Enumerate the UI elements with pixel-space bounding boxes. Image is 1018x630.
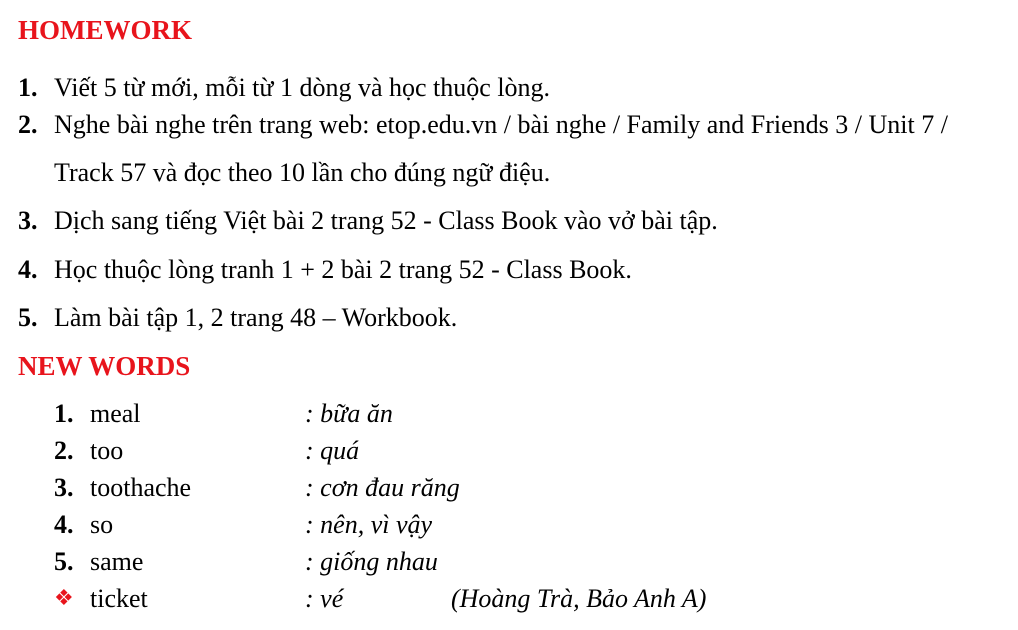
new-words-heading: NEW WORDS xyxy=(18,351,191,381)
homework-item-text: Dịch sang tiếng Việt bài 2 trang 52 - Class Book vào vở bài tập. xyxy=(54,206,718,235)
new-word-row-3 xyxy=(54,472,754,504)
new-word-meaning: : vé xyxy=(305,584,344,613)
new-word-row-5 xyxy=(54,546,754,578)
new-word-number: 2. xyxy=(54,436,74,465)
new-word-english: same xyxy=(90,547,144,576)
homework-heading: HOMEWORK xyxy=(18,15,192,45)
new-word-row-6 xyxy=(54,583,754,615)
new-word-english: too xyxy=(90,436,124,465)
author-note: (Hoàng Trà, Bảo Anh A) xyxy=(451,584,707,613)
new-word-row-4 xyxy=(54,509,754,541)
new-word-meaning: : bữa ăn xyxy=(305,399,393,428)
new-word-number: 5. xyxy=(54,547,74,576)
homework-item-3 xyxy=(18,205,718,237)
new-word-meaning: : nên, vì vậy xyxy=(305,510,433,539)
homework-item-number: 3. xyxy=(18,206,38,235)
new-word-number: 4. xyxy=(54,510,74,539)
new-word-number: 3. xyxy=(54,473,74,502)
new-word-english: toothache xyxy=(90,473,192,502)
new-word-meaning: : cơn đau răng xyxy=(305,473,460,502)
new-word-english: so xyxy=(90,510,114,539)
homework-item-4 xyxy=(18,254,632,286)
diamond-bullet-icon: ❖ xyxy=(54,586,74,611)
homework-item-2 xyxy=(18,109,948,141)
homework-item-number: 2. xyxy=(18,110,38,139)
homework-item-text: Học thuộc lòng tranh 1 + 2 bài 2 trang 52 - Class Book. xyxy=(54,255,632,284)
new-word-meaning: : giống nhau xyxy=(305,547,438,576)
new-word-english: meal xyxy=(90,399,141,428)
homework-item-2-continuation: Track 57 và đọc theo 10 lần cho đúng ngữ điệu. xyxy=(54,158,551,187)
new-word-row-2 xyxy=(54,435,754,467)
new-word-row-1 xyxy=(54,398,754,430)
homework-item-number: 5. xyxy=(18,303,38,332)
homework-item-number: 1. xyxy=(18,73,38,102)
homework-item-text: Làm bài tập 1, 2 trang 48 – Workbook. xyxy=(54,303,458,332)
new-word-meaning: : quá xyxy=(305,436,360,465)
homework-item-1 xyxy=(18,72,550,104)
homework-item-number: 4. xyxy=(18,255,38,284)
homework-item-text: Nghe bài nghe trên trang web: etop.edu.vn / bài nghe / Family and Friends 3 / Unit 7 / xyxy=(54,110,948,139)
homework-item-5 xyxy=(18,302,457,334)
new-word-english: ticket xyxy=(90,584,148,613)
new-word-number: 1. xyxy=(54,399,74,428)
homework-item-text: Viết 5 từ mới, mỗi từ 1 dòng và học thuộc lòng. xyxy=(54,73,551,102)
